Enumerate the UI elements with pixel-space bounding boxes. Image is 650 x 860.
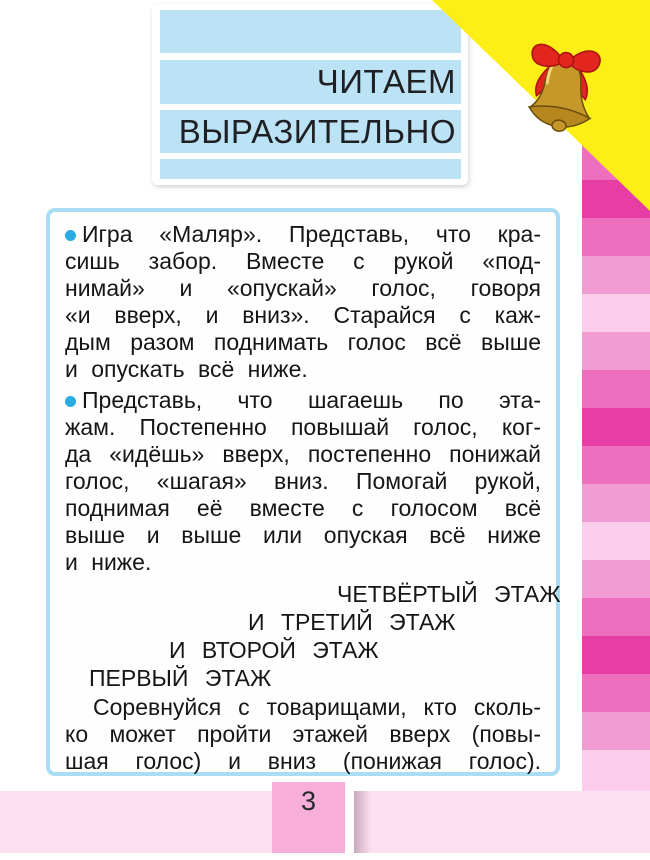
p1-line: «и вверх, и вниз». Старайся с каж- <box>65 302 541 328</box>
bell-icon <box>517 33 611 137</box>
header-stripe <box>160 10 461 53</box>
pink-stripe-lightest <box>582 522 650 560</box>
staircase-verse <box>65 580 561 692</box>
p2-line: Представь, что шагаешь по эта- <box>82 387 541 413</box>
pink-stripe-medium <box>582 218 650 256</box>
pink-stripe-medium <box>582 674 650 712</box>
p2-line: и ниже. <box>65 549 152 575</box>
p3-line: Соревнуйся с товарищами, кто сколь- <box>93 694 541 720</box>
p3-line: ко может пройти этажей вверх (повы- <box>65 721 541 747</box>
p2-line: жам. Постепенно повышай голос, ког- <box>65 414 541 440</box>
p1-line: и опускать всё ниже. <box>65 356 308 382</box>
chapter-title-line2: ВЫРАЗИТЕЛЬНО <box>178 113 456 150</box>
pink-stripe-dark <box>582 636 650 674</box>
p3-line: шая голос) и вниз (понижая голос). <box>65 748 541 774</box>
p1-line: сишь забор. Вместе с рукой «под- <box>65 248 541 274</box>
header-stripe <box>160 159 461 179</box>
p2-line: выше и выше или опуская всё ниже <box>65 522 541 548</box>
pink-stripe-lightest <box>582 294 650 332</box>
pink-stripe-medium <box>582 598 650 636</box>
chapter-header-card <box>152 4 468 185</box>
pink-stripe-light <box>582 256 650 294</box>
page-tab-gap <box>345 782 354 853</box>
page-number: 3 <box>300 786 317 816</box>
pink-stripe-light <box>582 484 650 522</box>
paragraph-2 <box>65 387 541 576</box>
paragraph-1 <box>65 221 541 383</box>
bullet-icon <box>65 396 76 407</box>
stair-line-fourth-floor: ЧЕТВЁРТЫЙ ЭТАЖ <box>337 581 561 607</box>
p1-line: дым разом поднимать голос всё выше <box>65 329 541 355</box>
pink-stripe-medium <box>582 446 650 484</box>
pink-stripe-medium <box>582 370 650 408</box>
pink-stripe-light <box>582 560 650 598</box>
paragraph-3 <box>65 694 541 775</box>
stair-line-first-floor: ПЕРВЫЙ ЭТАЖ <box>89 665 272 691</box>
page-number-tab <box>272 782 345 853</box>
p1-line: нимай» и «опускай» голос, говоря <box>65 275 541 301</box>
pink-stripe-gradient <box>582 142 650 791</box>
page-tab-shadow <box>354 791 371 853</box>
stair-line-second-floor: И ВТОРОЙ ЭТАЖ <box>169 637 379 663</box>
p2-line: голос, «шагая» вниз. Помогай рукой, <box>65 468 541 494</box>
p2-line: да «идёшь» вверх, постепенно понижай <box>65 441 541 467</box>
chapter-title-line1: ЧИТАЕМ <box>316 63 456 100</box>
pink-stripe-light <box>582 712 650 750</box>
exercise-text-box <box>46 208 560 776</box>
p1-line: Игра «Маляр». Представь, что кра- <box>82 221 541 247</box>
p2-line: поднимая её вместе с голосом всё <box>65 495 541 521</box>
pink-stripe-light <box>582 332 650 370</box>
bullet-icon <box>65 230 76 241</box>
pink-stripe-lightest <box>582 750 650 791</box>
pink-stripe-dark <box>582 408 650 446</box>
stair-line-third-floor: И ТРЕТИЙ ЭТАЖ <box>248 609 456 635</box>
